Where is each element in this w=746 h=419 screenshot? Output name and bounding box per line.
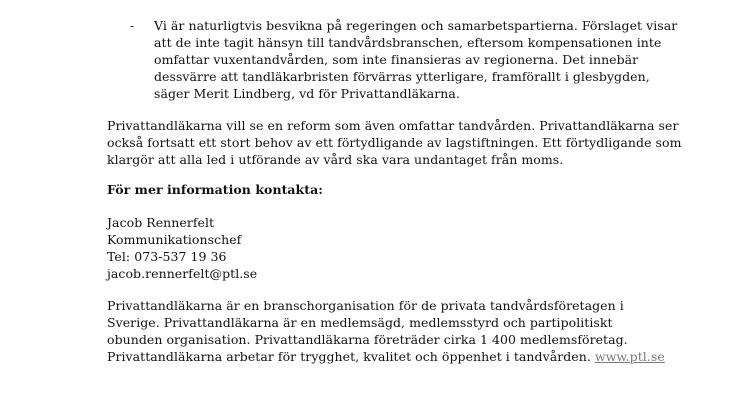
contact-phone: Tel: 073-537 19 36: [107, 249, 227, 264]
about-paragraph: [107, 297, 667, 365]
contact-name: Jacob Rennerfelt: [107, 215, 215, 230]
about-text: Privattandläkarna är en branschorganisation för de privata tandvårdsföretagen i Sverige. Privattandläkarna är en medlemsägd, medlemsstyrd och partipolitiskt obunden organisation. Privattandläkarna företräder cirka 1 400 medlemsföretag. Privattandläkarna arbetar för trygghet, kvalitet och öppenhet i tandvården.: [107, 298, 628, 364]
contact-title: Kommunikationschef: [107, 232, 242, 247]
contact-details: [107, 214, 687, 282]
bullet-dash: -: [130, 18, 135, 33]
reform-paragraph: Privattandläkarna vill se en reform som även omfattar tandvården. Privattandläkarna ser också fortsatt ett stort behov av ett förtydligande av lagstiftningen. Ett förtydligande som klargör att alla led i utförande av vård ska vara undantaget från moms.: [107, 118, 682, 167]
contact-heading: För mer information kontakta:: [107, 182, 323, 197]
contact-email: jacob.rennerfelt@ptl.se: [107, 266, 258, 281]
quote-text: Vi är naturligtvis besvikna på regeringen och samarbetspartierna. Förslaget visar att de inte tagit hänsyn till tandvårdsbranschen, eftersom kompensationen inte omfattar vuxentandvården, som inte finansieras av regionerna. Det innebär dessvärre att tandläkarbristen förvärras ytterligare, framförallt i glesbygden, säger Merit Lindberg, vd för Privattandläkarna.: [154, 18, 678, 101]
quote-bullet: [130, 17, 690, 102]
website-link[interactable]: www.ptl.se: [594, 349, 665, 364]
